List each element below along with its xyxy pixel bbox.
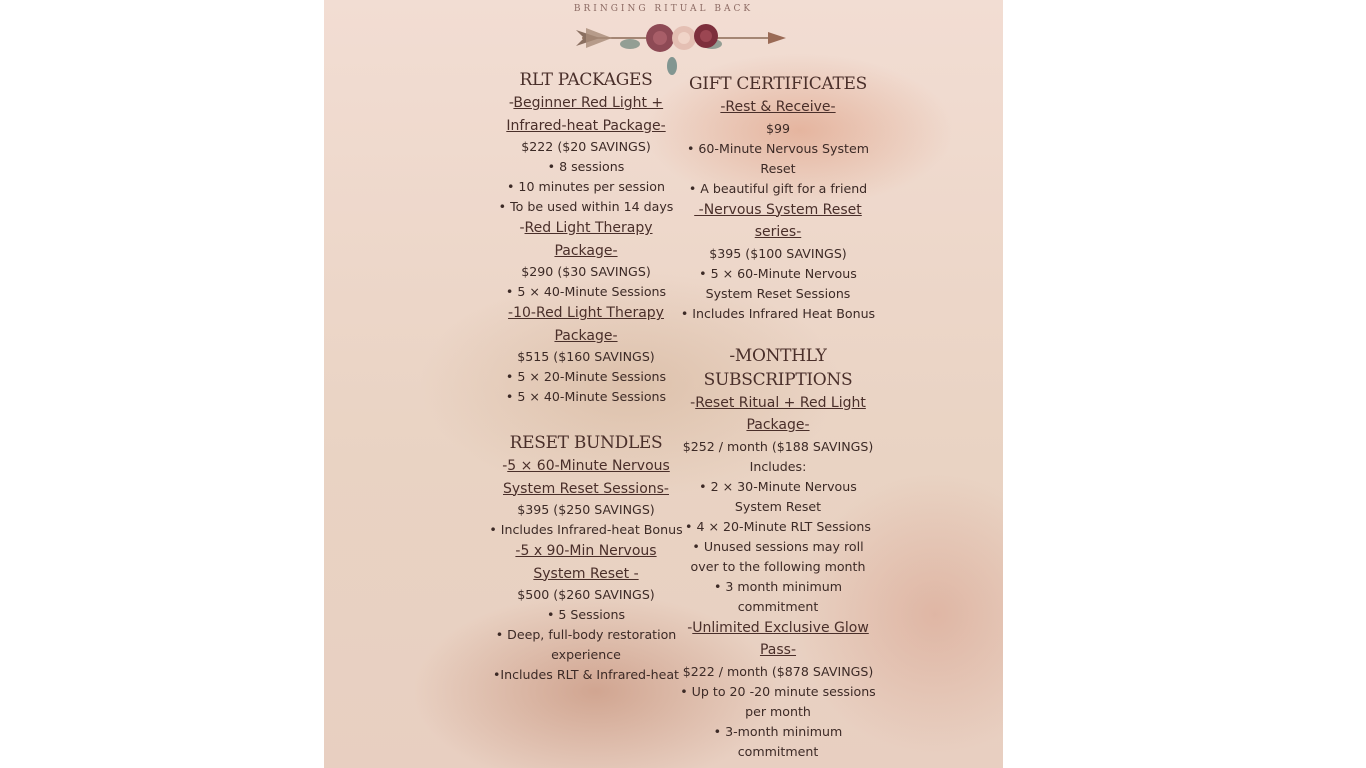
ten-package-title-line-1: -10-Red Light Therapy	[508, 305, 664, 321]
rlt-packages-heading: RLT PACKAGES	[519, 70, 653, 90]
five-60-title	[488, 455, 684, 478]
reset-ritual-title	[680, 392, 876, 415]
reset-ritual-item: System Reset	[734, 498, 822, 514]
rest-receive-item: • A beautiful gift for a friend	[688, 180, 868, 196]
rest-receive-item: Reset	[760, 160, 796, 176]
section-spacer	[488, 407, 684, 431]
series-title-line-2: series-	[754, 224, 802, 240]
glow-pass-item: • 3-month minimum	[713, 723, 843, 739]
menu-poster	[324, 0, 1003, 768]
glow-pass-item: • Up to 20 -20 minute sessions	[680, 683, 876, 699]
series-item: System Reset Sessions	[705, 285, 851, 301]
reset-ritual-item: • 3 month minimum	[713, 578, 843, 594]
reset-ritual-price: $252 / month ($188 SAVINGS)	[682, 438, 874, 454]
rlt-package-title-line-1: Red Light Therapy	[524, 220, 653, 236]
beginner-item: • To be used within 14 days	[498, 199, 674, 214]
five-90-title-line-2: System Reset -	[533, 565, 639, 582]
reset-ritual-item: • Unused sessions may roll	[692, 538, 864, 554]
glow-pass-price: $222 / month ($878 SAVINGS)	[682, 663, 874, 679]
five-60-prefix: -	[502, 458, 508, 474]
gift-certificates-heading: GIFT CERTIFICATES	[689, 74, 867, 94]
section-spacer	[680, 324, 876, 344]
five-90-item: • Deep, full-body restoration	[495, 627, 677, 642]
glow-pass-title-line-2: Pass-	[759, 642, 797, 658]
ten-package-price: $515 ($160 SAVINGS)	[517, 349, 655, 364]
reset-bundles-heading: RESET BUNDLES	[509, 433, 663, 453]
five-90-title-line-1: -5 x 90-Min Nervous	[515, 543, 657, 559]
beginner-item: • 8 sessions	[547, 159, 625, 174]
rest-receive-title: -Rest & Receive-	[720, 99, 836, 115]
glow-pass-item: per month	[745, 703, 811, 719]
monthly-heading-line-1: -MONTHLY	[729, 345, 827, 366]
rest-receive-item: • 60-Minute Nervous System	[686, 140, 870, 156]
reset-ritual-item: over to the following month	[690, 558, 866, 574]
five-90-item: experience	[551, 647, 621, 662]
right-column	[680, 72, 876, 762]
rlt-package-title-line-2: Package-	[554, 242, 618, 259]
beginner-prefix: -	[508, 95, 514, 111]
reset-ritual-title-line-1: Reset Ritual + Red Light	[695, 394, 866, 411]
beginner-title-line-2: Infrared-heat Package-	[506, 117, 666, 134]
rlt-package-item: • 5 × 40-Minute Sessions	[505, 284, 667, 299]
reset-ritual-item: Includes:	[749, 458, 807, 474]
rlt-package-price: $290 ($30 SAVINGS)	[521, 264, 651, 279]
ten-package-title-line-2: Package-	[554, 327, 618, 344]
reset-ritual-item: • 2 × 30-Minute Nervous	[699, 478, 857, 494]
glow-pass-prefix: -	[687, 619, 693, 636]
series-price: $395 ($100 SAVINGS)	[709, 245, 847, 261]
glow-pass-title	[680, 617, 876, 640]
series-item: • Includes Infrared Heat Bonus	[680, 305, 876, 321]
glow-pass-item: commitment	[737, 743, 819, 759]
rlt-package-title	[488, 217, 684, 240]
ten-package-item: • 5 × 40-Minute Sessions	[505, 389, 667, 404]
beginner-package-title	[488, 92, 684, 115]
five-90-price: $500 ($260 SAVINGS)	[517, 587, 655, 602]
beginner-price: $222 ($20 SAVINGS)	[521, 139, 651, 154]
monthly-heading-line-2: SUBSCRIPTIONS	[703, 369, 853, 390]
reset-ritual-item: • 4 × 20-Minute RLT Sessions	[685, 518, 871, 534]
five-60-price: $395 ($250 SAVINGS)	[517, 502, 655, 517]
five-60-title-line-1: 5 × 60-Minute Nervous	[507, 458, 670, 474]
rest-receive-price: $99	[765, 120, 791, 136]
series-title-line-1: -Nervous System Reset	[694, 201, 862, 218]
glow-pass-title-line-1: Unlimited Exclusive Glow	[692, 619, 869, 636]
series-item: • 5 × 60-Minute Nervous	[699, 265, 857, 281]
left-column	[488, 68, 684, 685]
reset-ritual-title-line-2: Package-	[746, 417, 810, 433]
five-90-item: •Includes RLT & Infrared-heat	[493, 667, 679, 682]
five-60-title-line-2: System Reset Sessions-	[503, 480, 669, 497]
rlt-package-prefix: -	[519, 220, 525, 236]
tagline: BRINGING RITUAL BACK	[573, 4, 754, 14]
five-60-item: • Includes Infrared-heat Bonus	[489, 522, 683, 537]
reset-ritual-item: commitment	[737, 598, 819, 614]
beginner-title-line-1: Beginner Red Light +	[513, 95, 664, 111]
reset-ritual-prefix: -	[690, 394, 696, 411]
ten-package-item: • 5 × 20-Minute Sessions	[505, 369, 667, 384]
beginner-item: • 10 minutes per session	[507, 179, 665, 194]
arrow-roses-ornament-icon	[572, 16, 790, 76]
five-90-item: • 5 Sessions	[546, 607, 626, 622]
